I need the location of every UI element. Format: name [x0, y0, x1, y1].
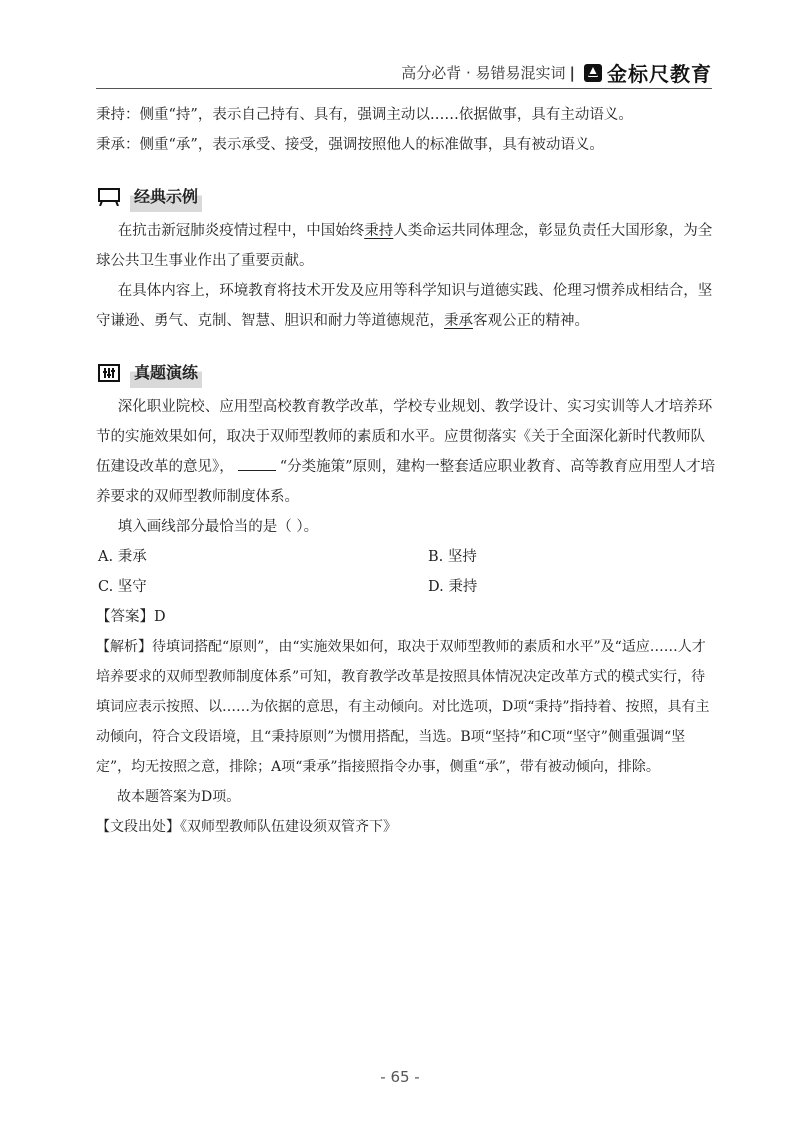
conclusion-line: 故本题答案为D项。 [117, 789, 241, 805]
analysis-paragraph: 【解析】待填词搭配“原则”，由“实施效果如何，取决于双师型教师的素质和水平”及“适应……人才培养要求的双师型教师制度体系”可知，教育教学改革是按照具体情况决定改革方式的模式实行，待填词应表示按照、以……为依据的意思，有主动倾向。对比选项，D项“秉持”指持着、按照，具有主动倾向，符合文段语境，且“秉持原则”为惯用搭配，当选。B项“坚持”和C项“坚守”侧重强调“坚定”，均无按照之意，排除；A项“秉承”指接照指令办事，侧重“承”，带有被动倾向，排除。 [96, 639, 710, 775]
definition-bingcheng: 秉承：侧重“承”，表示承受、接受，强调按照他人的标准做事，具有被动语义。 [96, 137, 604, 153]
answer-line: 【答案】D [96, 609, 166, 625]
easel-icon [98, 188, 120, 206]
header-separator: | [569, 63, 575, 82]
running-header [401, 58, 712, 87]
question-stem: 深化职业院校、应用型高校教育教学改革，学校专业规划、教学设计、实习实训等人才培养环节的实施效果如何，取决于双师型教师的素质和水平。应贯彻落实《关于全面深化新时代教师队伍建设改革的意见》， “分类施策”原则，建构一整套适应职业教育、高等教育应用型人才培养要求的双师型教师制度体系。 [96, 399, 716, 505]
example-1-keyword: 秉持 [364, 223, 394, 239]
option-b: B. 坚持 [428, 549, 477, 565]
section-title-examples: 经典示例 [130, 182, 202, 212]
logo-text: 金标尺教育 [607, 62, 712, 86]
header-title: 高分必背 · 易错易混实词 [401, 64, 566, 82]
section-heading-examples [98, 182, 716, 212]
section-heading-practice [98, 358, 716, 388]
option-c: C. 坚守 [98, 579, 147, 595]
example-1: 在抗击新冠肺炎疫情过程中，中国始终秉持人类命运共同体理念，彰显负责任大国形象，为全球公共卫生事业作出了重要贡献。 [96, 223, 713, 269]
option-a: A. 秉承 [98, 549, 147, 565]
answer-blank [238, 456, 276, 471]
option-d: D. 秉持 [428, 579, 478, 595]
logo-mark-icon [583, 63, 603, 83]
page-number: - 65 - [380, 1068, 420, 1086]
example-2: 在具体内容上，环境教育将技术开发及应用等科学知识与道德实践、伦理习惯养成相结合，坚守谦逊、勇气、克制、智慧、胆识和耐力等道德规范，秉承客观公正的精神。 [96, 283, 713, 329]
source-line: 【文段出处】《双师型教师队伍建设须双管齐下》 [96, 819, 397, 835]
publisher-logo [583, 58, 712, 87]
section-title-practice: 真题演练 [130, 358, 202, 388]
equalizer-icon [98, 364, 120, 382]
example-2-keyword: 秉承 [444, 313, 473, 329]
answer-options [98, 542, 716, 602]
header-divider [96, 88, 712, 89]
question-prompt: 填入画线部分最恰当的是（ ）。 [117, 519, 319, 535]
page-content [96, 100, 716, 842]
definition-bingchi: 秉持：侧重“持”，表示自己持有、具有，强调主动以……依据做事，具有主动语义。 [96, 107, 633, 123]
